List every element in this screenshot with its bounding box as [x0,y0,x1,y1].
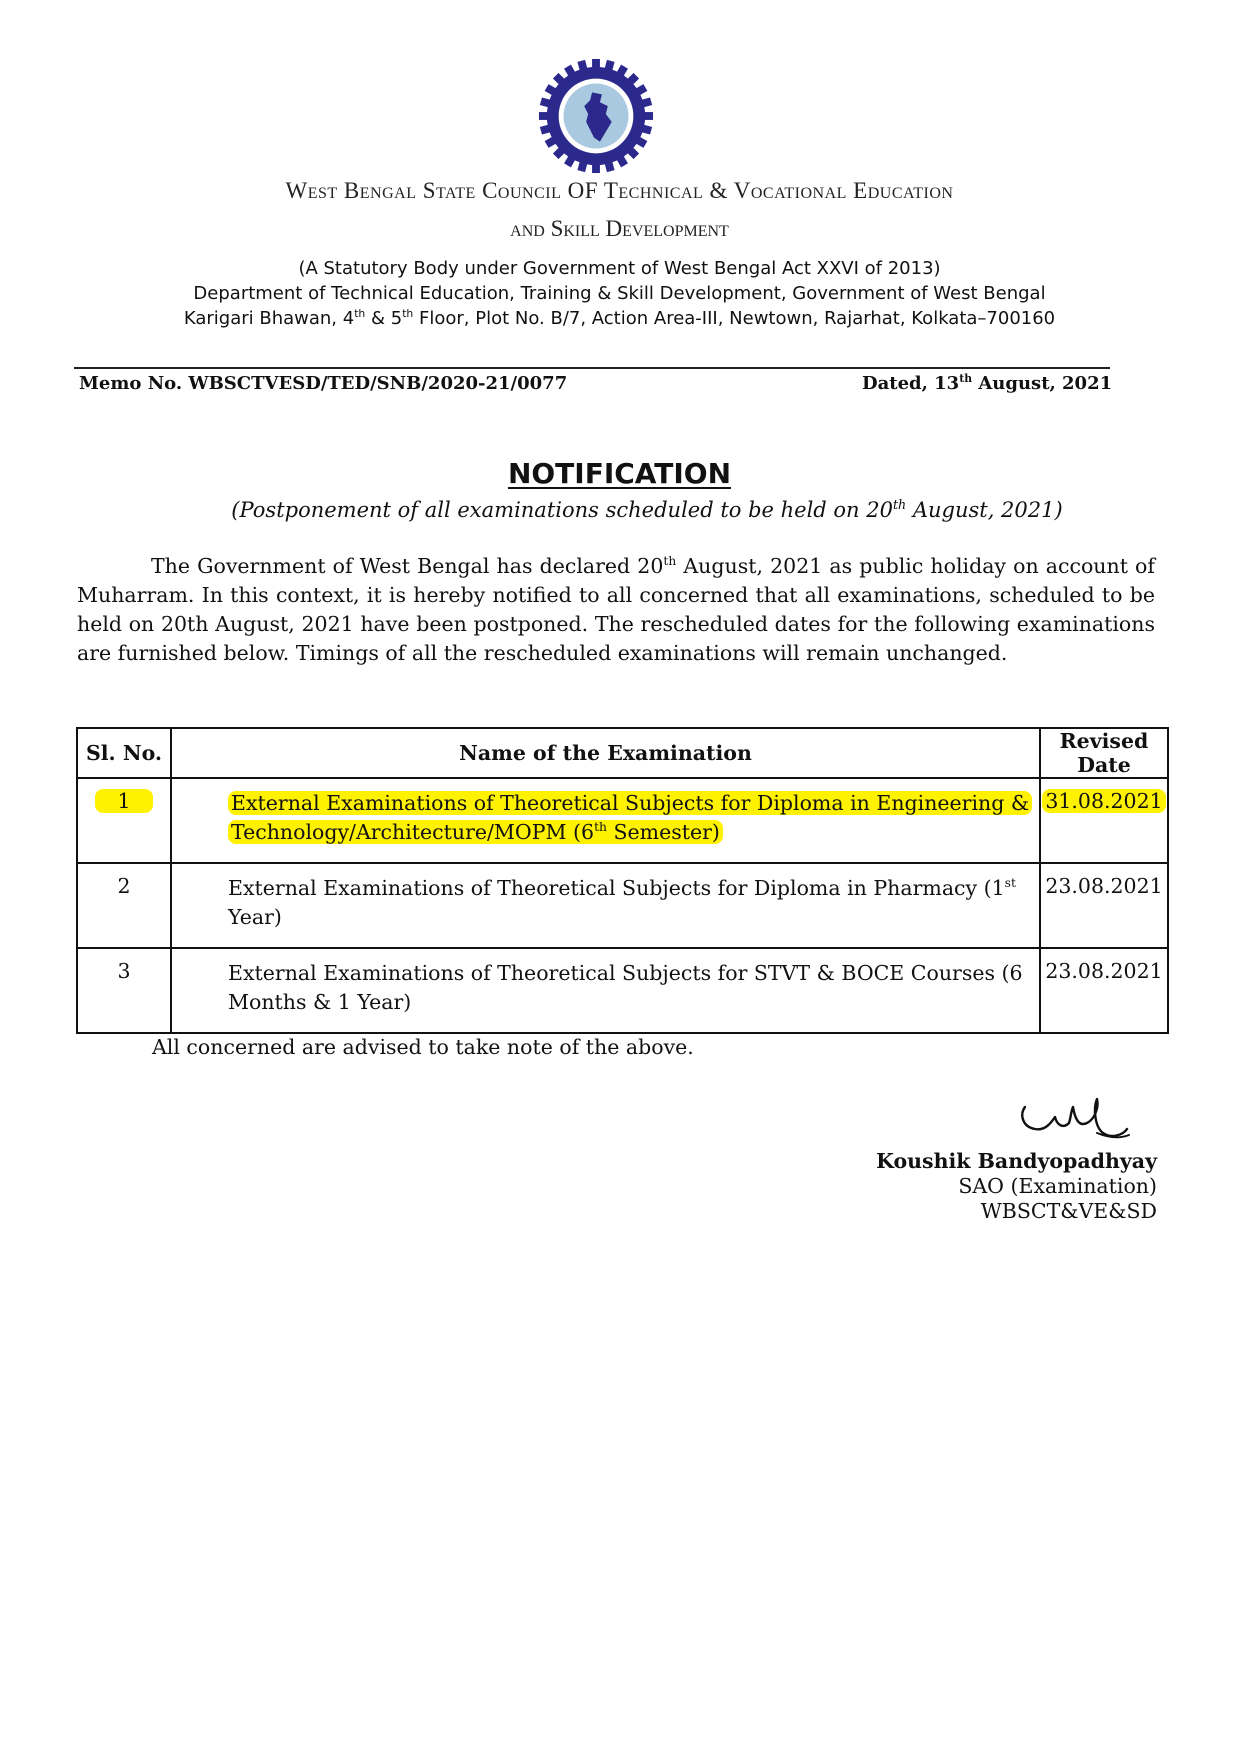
row-exam-name: External Examinations of Theoretical Subjects for STVT & BOCE Courses (6 Months & 1 Year) [171,948,1040,1033]
table-row [77,948,1168,1033]
header-sl-no: Sl. No. [77,728,171,778]
row-exam-name: External Examinations of Theoretical Subjects for Diploma in Engineering & Technology/Architecture/MOPM (6th Semester) [171,778,1040,863]
department-line: Department of Technical Education, Training & Skill Development, Government of West Bengal [193,283,1046,304]
logo-gear-tooth [539,112,551,120]
row-sl-no: 1 [77,778,171,863]
notification-title: NOTIFICATION [507,457,732,490]
signatory-name: Koushik Bandyopadhyay [876,1149,1157,1173]
row-revised-date: 23.08.2021 [1040,863,1168,948]
signature-block [876,1149,1157,1224]
exam-schedule-table [76,727,1169,1034]
row-revised-date: 31.08.2021 [1040,778,1168,863]
address-line: Karigari Bhawan, 4th & 5th Floor, Plot No. B/7, Action Area-III, Newtown, Rajarhat, Kolkata–700160 [183,307,1056,329]
row-sl-no: 3 [77,948,171,1033]
table-header-row [77,728,1168,778]
org-name-line1: West Bengal State Council OF Technical & Vocational Education [285,178,954,203]
row-revised-date: 23.08.2021 [1040,948,1168,1033]
statutory-line: (A Statutory Body under Government of West Bengal Act XXVI of 2013) [298,258,941,279]
signatory-designation: SAO (Examination) [958,1174,1157,1198]
row-sl-no: 2 [77,863,171,948]
logo-gear-tooth [592,161,600,173]
body-paragraph: The Government of West Bengal has declared 20th August, 2021 as public holiday on account of Muharram. In this context, it is hereby notified to all concerned that all examinations, scheduled to be held on 20th August, 2021 have been postponed. The rescheduled dates for the following examinations are furnished below. Timings of all the rescheduled examinations will remain unchanged. [77,554,1155,665]
logo-gear-tooth [641,112,653,120]
header-exam-name: Name of the Examination [171,728,1040,778]
memo-number: Memo No. WBSCTVESD/TED/SNB/2020-21/0077 [79,373,568,394]
memo-date: Dated, 13th August, 2021 [862,372,1113,394]
logo-gear-tooth [592,59,600,71]
table-row [77,778,1168,863]
row-exam-name: External Examinations of Theoretical Subjects for Diploma in Pharmacy (1st Year) [171,863,1040,948]
closing-note: All concerned are advised to take note of the above. [152,1035,694,1059]
header-revised-date: Revised Date [1040,728,1168,778]
signatory-office: WBSCT&VE&SD [980,1199,1157,1223]
header-divider [74,367,1110,369]
notification-subtitle: (Postponement of all examinations scheduled to be held on 20th August, 2021) [231,497,1063,522]
council-logo-icon [537,57,655,175]
signature-icon [1015,1093,1135,1145]
org-name-line2: and Skill Development [510,216,729,241]
table-row [77,863,1168,948]
